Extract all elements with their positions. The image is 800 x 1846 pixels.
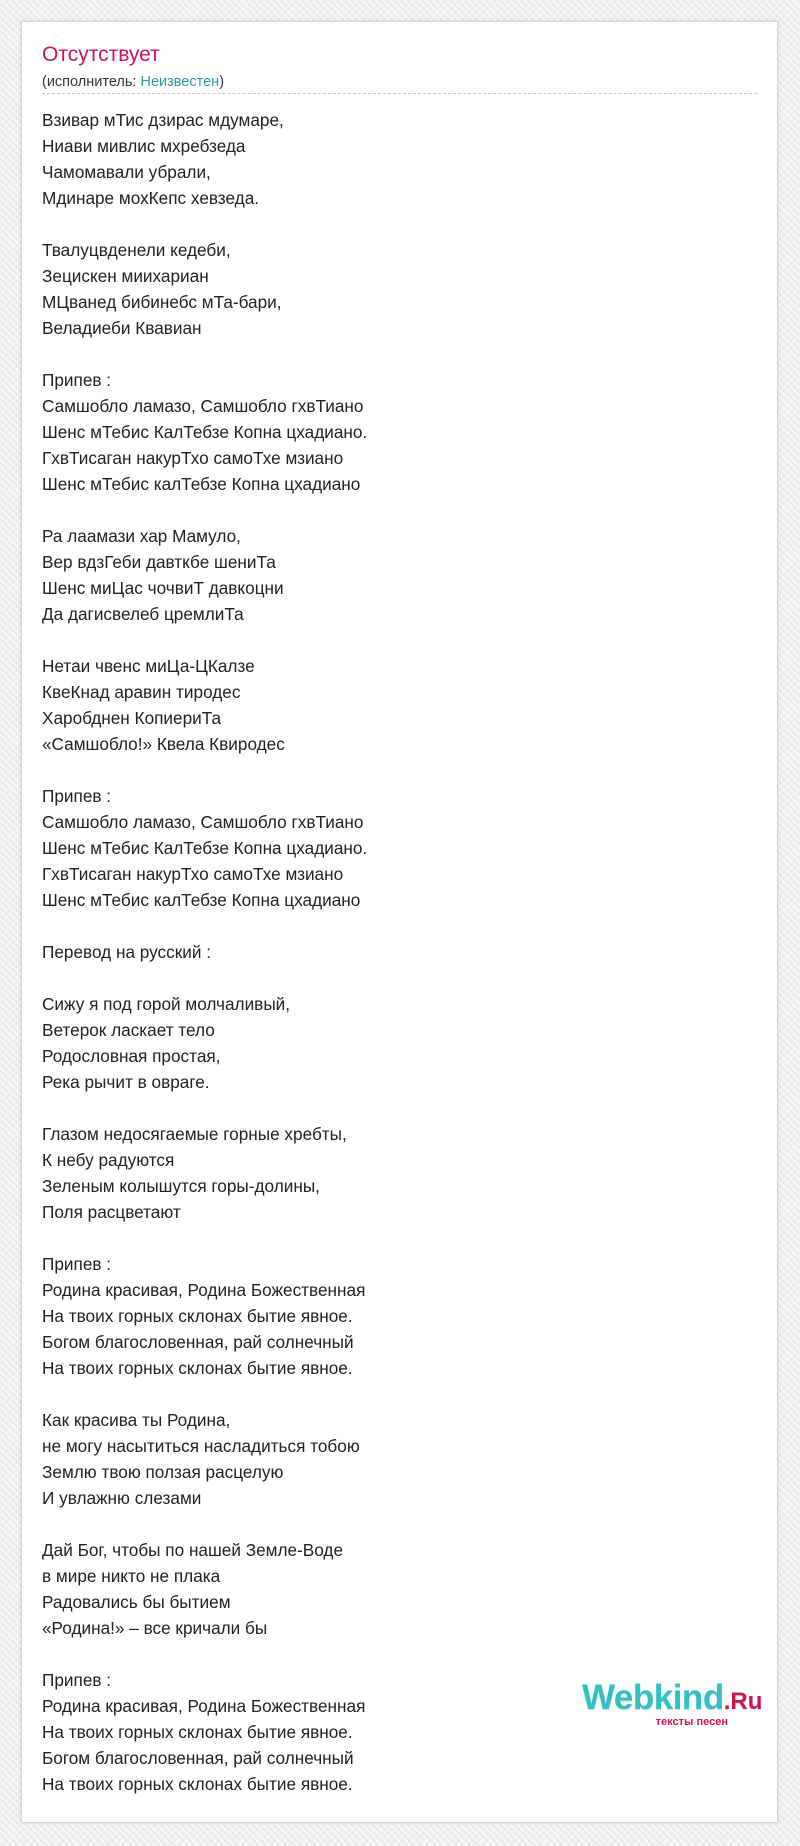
lyric-line: На твоих горных склонах бытие явное. [42,1774,353,1794]
stanza-break [42,757,757,783]
stanza-break [42,1641,757,1667]
lyric-line: Зецискен миихариан [42,266,209,286]
stanza-break [42,1095,757,1121]
stanza-break [42,341,757,367]
lyric-line: Шенс миЦас чочвиТ давкоцни [42,578,284,598]
lyric-line: Как красива ты Родина, [42,1410,231,1430]
stanza-break [42,1225,757,1251]
song-title: Отсутствует [42,43,160,66]
stanza-break [42,1511,757,1537]
lyric-line: Ра лаамази хар Мамуло, [42,526,241,546]
lyric-line: Ниави мивлис мхребзеда [42,136,246,156]
logo-main-text: Webkind [582,1678,724,1717]
lyric-line: МЦванед бибинебс мТа-бари, [42,292,282,312]
lyric-line: Мдинаре мохКепс хевзеда. [42,188,260,208]
lyric-line: Родина красивая, Родина Божественная [42,1280,366,1300]
artist-suffix: ) [219,74,225,90]
lyric-line: ГхвТисаган накурТхо самоТхе мзиано [42,864,344,884]
lyric-line: «Самшобло!» Квела Квиродес [42,734,285,754]
lyric-line: «Родина!» – все кричали бы [42,1618,268,1638]
stanza-break [42,965,757,991]
lyric-line: Харобднен КопиериТа [42,708,222,728]
stanza-break [42,913,757,939]
lyric-line: Перевод на русский : [42,942,212,962]
lyric-line: Шенс мТебис калТебзе Копна цхадиано [42,890,361,910]
artist-prefix: (исполнитель: [42,74,141,90]
lyrics-card [21,21,778,1823]
lyric-line: Веладиеби Квавиан [42,318,202,338]
lyric-line: На твоих горных склонах бытие явное. [42,1306,353,1326]
lyric-line: в мире никто не плака [42,1566,221,1586]
logo-tld: .Ru [723,1688,763,1715]
lyric-line: Дай Бог, чтобы по нашей Земле-Воде [42,1540,344,1560]
stanza-break [42,1381,757,1407]
artist-link[interactable]: Неизвестен [140,74,220,90]
webkind-logo[interactable] [582,1678,772,1730]
lyric-line: На твоих горных склонах бытие явное. [42,1358,353,1378]
lyric-line: Припев : [42,1670,112,1690]
lyric-line: Твалуцвденели кедеби, [42,240,231,260]
lyric-line: Шенс мТебис КалТебзе Копна цхадиано. [42,838,368,858]
lyric-line: Поля расцветают [42,1202,181,1222]
lyric-line: Шенс мТебис КалТебзе Копна цхадиано. [42,422,368,442]
lyric-line: Вер вдзГеби давткбе шениТа [42,552,276,572]
lyric-line: Да дагисвелеб цремлиТа [42,604,244,624]
lyric-line: Самшобло ламазо, Самшобло гхвТиано [42,396,364,416]
lyric-line: Зеленым колышутся горы-долины, [42,1176,320,1196]
lyric-line: И увлажню слезами [42,1488,202,1508]
logo-subtitle: тексты песен [655,1716,728,1728]
lyric-line: Ветерок ласкает тело [42,1020,215,1040]
title-divider [42,93,757,94]
lyric-line: Землю твою ползая расцелую [42,1462,284,1482]
lyric-line: Взивар мТис дзирас мдумаре, [42,110,284,130]
lyric-line: Самшобло ламазо, Самшобло гхвТиано [42,812,364,832]
lyrics-text [42,107,757,1797]
lyric-line: Богом благословенная, рай солнечный [42,1748,354,1768]
lyric-line: ГхвТисаган накурТхо самоТхе мзиано [42,448,344,468]
lyric-line: К небу радуются [42,1150,175,1170]
lyric-line: Нетаи чвенс миЦа-ЦКалзе [42,656,255,676]
lyric-line: Родина красивая, Родина Божественная [42,1696,366,1716]
stanza-break [42,627,757,653]
lyric-line: Сижу я под горой молчаливый, [42,994,291,1014]
lyric-line: Припев : [42,786,112,806]
lyric-line: Река рычит в овраге. [42,1072,210,1092]
artist-line [42,73,224,91]
lyric-line: Родословная простая, [42,1046,221,1066]
lyric-line: Чамомавали убрали, [42,162,211,182]
lyric-line: Радовались бы бытием [42,1592,231,1612]
stanza-break [42,211,757,237]
lyric-line: На твоих горных склонах бытие явное. [42,1722,353,1742]
lyric-line: КвеКнад аравин тиродес [42,682,241,702]
lyric-line: Глазом недосягаемые горные хребты, [42,1124,347,1144]
lyric-line: Шенс мТебис калТебзе Копна цхадиано [42,474,361,494]
lyric-line: Припев : [42,1254,112,1274]
stanza-break [42,497,757,523]
lyric-line: не могу насытиться насладиться тобою [42,1436,360,1456]
lyric-line: Припев : [42,370,112,390]
lyric-line: Богом благословенная, рай солнечный [42,1332,354,1352]
